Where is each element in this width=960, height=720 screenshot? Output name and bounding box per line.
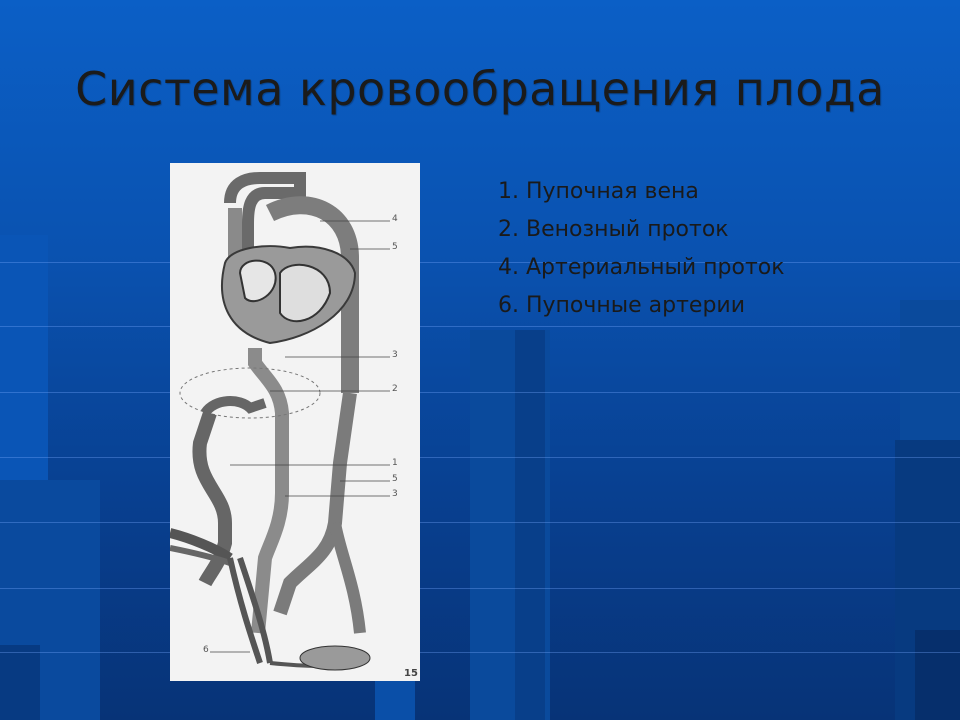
figure-label: 4 — [392, 214, 398, 224]
figure-page-number: 15 — [404, 668, 418, 679]
bg-line — [0, 652, 960, 653]
bg-line — [0, 326, 960, 327]
slide-title: Система кровообращения плода — [75, 62, 885, 116]
legend-item: 2. Венозный проток — [498, 217, 729, 242]
legend-list — [498, 176, 785, 328]
figure-label: 5 — [392, 242, 398, 252]
fetal-circulation-illustration — [170, 163, 420, 681]
figure-label: 3 — [392, 350, 398, 360]
bg-block — [915, 630, 960, 720]
figure-label: 6 — [203, 645, 209, 655]
bg-line — [0, 392, 960, 393]
bg-line — [0, 522, 960, 523]
bg-line — [0, 457, 960, 458]
figure-label: 2 — [392, 384, 398, 394]
legend-item: 6. Пупочные артерии — [498, 293, 746, 318]
bg-line — [0, 588, 960, 589]
figure-label: 5 — [392, 474, 398, 484]
legend-item: 1. Пупочная вена — [498, 179, 699, 204]
figure-label: 1 — [392, 458, 398, 468]
bg-block — [515, 330, 545, 720]
bg-block — [0, 645, 40, 720]
legend-item: 4. Артериальный проток — [498, 255, 785, 280]
figure-label: 3 — [392, 489, 398, 499]
bg-line — [0, 262, 960, 263]
